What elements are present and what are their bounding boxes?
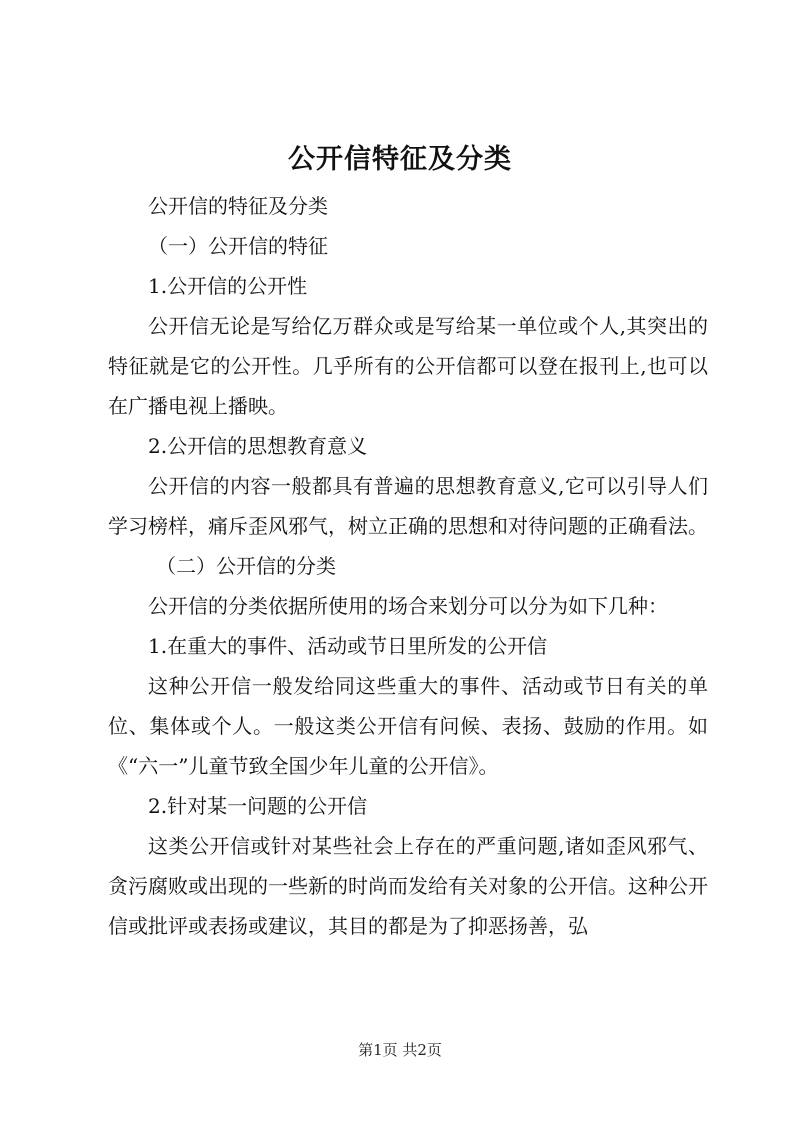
subtitle-line: 公开信的特征及分类 (148, 194, 328, 218)
document-title: 公开信特征及分类 (288, 144, 512, 175)
paragraph-education: 公开信的内容一般都具有普遍的思想教育意义,它可以引导人们学习榜样，痛斥歪风邪气，树立正确的思想和对待问题的正确看法。 (108, 474, 708, 538)
item-heading-1-1: 1.公开信的公开性 (148, 274, 308, 298)
section-heading-1: （一）公开信的特征 (148, 234, 328, 258)
item-heading-2-1: 1.在重大的事件、活动或节日里所发的公开信 (148, 634, 548, 658)
paragraph-publicness: 公开信无论是写给亿万群众或是写给某一单位或个人,其突出的特征就是它的公开性。几乎所有的公开信都可以登在报刊上,也可以在广播电视上播映。 (108, 314, 708, 418)
paragraph-classification-intro: 公开信的分类依据所使用的场合来划分可以分为如下几种： (148, 594, 668, 618)
item-heading-1-2: 2.公开信的思想教育意义 (148, 434, 368, 458)
paragraph-issues: 这类公开信或针对某些社会上存在的严重问题,诸如歪风邪气、贪污腐败或出现的一些新的时尚而发给有关对象的公开信。这种公开信或批评或表扬或建议，其目的都是为了抑恶扬善，弘 (108, 834, 708, 938)
paragraph-events: 这种公开信一般发给同这些重大的事件、活动或节日有关的单位、集体或个人。一般这类公开信有问候、表扬、鼓励的作用。如《“六一”儿童节致全国少年儿童的公开信》。 (108, 674, 708, 778)
document-body (108, 186, 708, 946)
page-number-footer: 第1页 共2页 (358, 1041, 442, 1059)
section-heading-2: （二）公开信的分类 (156, 554, 336, 578)
item-heading-2-2: 2.针对某一问题的公开信 (148, 794, 368, 818)
